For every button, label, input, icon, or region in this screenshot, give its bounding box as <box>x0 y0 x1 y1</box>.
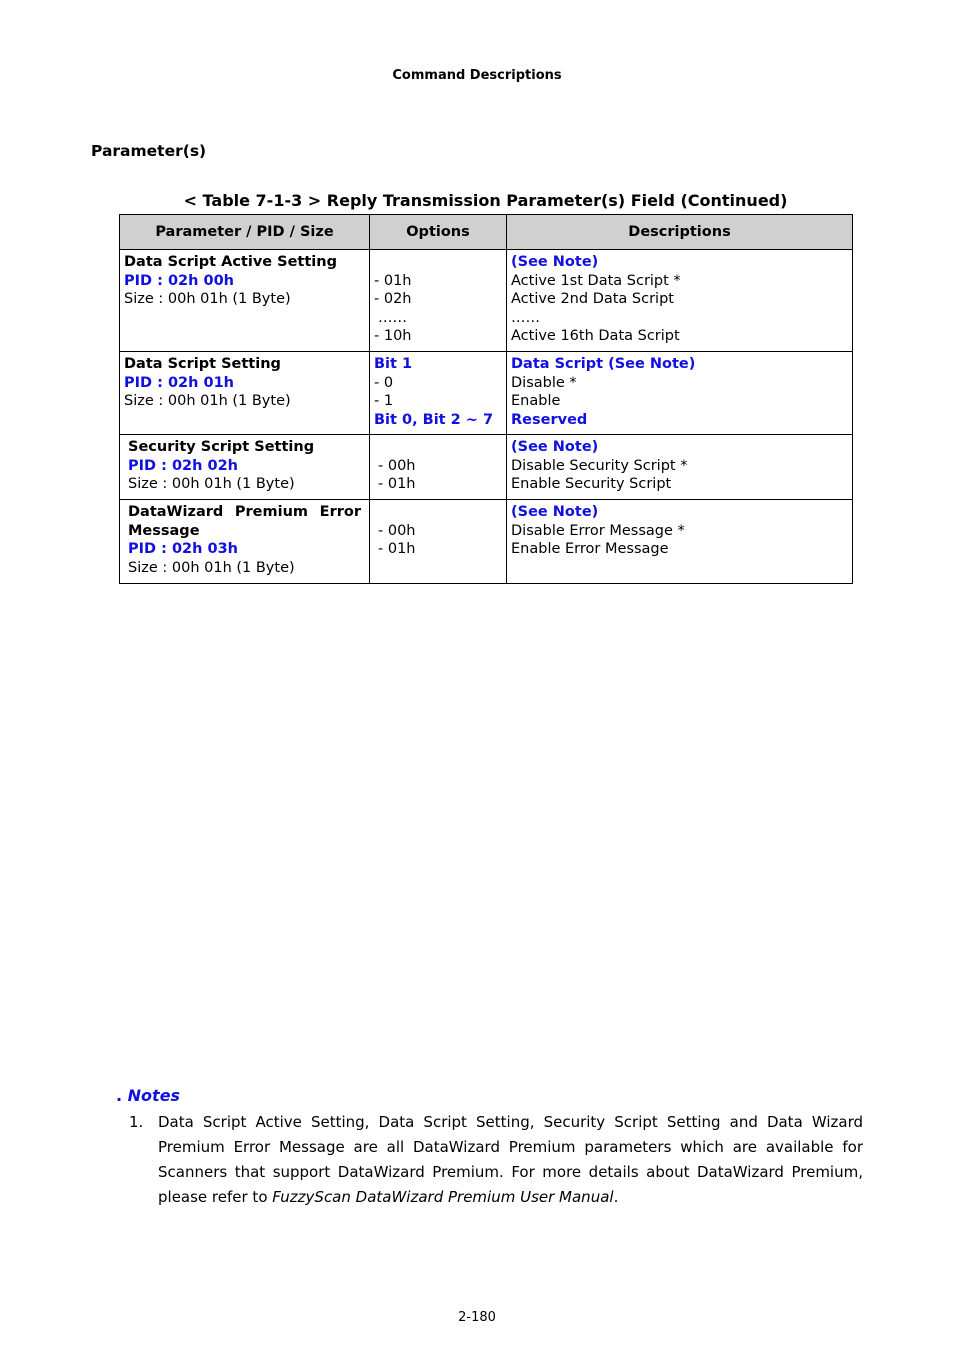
see-note-label: (See Note) <box>511 254 599 270</box>
option-line: - 00h <box>378 522 416 539</box>
table-row <box>120 500 853 584</box>
option-line: - 01h <box>378 541 416 557</box>
option-line <box>378 438 502 457</box>
parameter-pid: PID : 02h 03h <box>128 541 239 557</box>
parameter-pid: PID : 02h 02h <box>128 457 239 474</box>
descriptions-cell <box>507 250 853 352</box>
option-line: - 1 <box>374 393 394 409</box>
option-line <box>374 253 502 272</box>
description-line: …… <box>511 309 540 326</box>
see-note-label: (See Note) <box>511 504 599 520</box>
section-title: Parameter(s) <box>91 142 207 160</box>
parameter-cell <box>120 250 370 352</box>
parameter-table <box>119 214 853 584</box>
description-line: Active 2nd Data Script <box>511 291 674 307</box>
options-cell <box>370 500 507 584</box>
manual-reference: FuzzyScan DataWizard Premium User Manual <box>272 1188 614 1206</box>
reserved-label: Reserved <box>511 411 588 428</box>
table-row <box>120 250 853 352</box>
option-line: - 01h <box>374 272 412 289</box>
option-line: - 01h <box>378 476 416 492</box>
column-header-descriptions: Descriptions <box>507 215 853 250</box>
parameter-size: Size : 00h 01h (1 Byte) <box>128 476 295 492</box>
description-line: Disable Security Script * <box>511 457 688 474</box>
parameter-cell <box>120 352 370 435</box>
parameter-name: Security Script Setting <box>128 439 315 455</box>
parameter-name: DataWizard Premium Error <box>128 504 361 520</box>
parameter-size: Size : 00h 01h (1 Byte) <box>124 291 291 307</box>
page-header: Command Descriptions <box>392 68 562 83</box>
options-cell <box>370 435 507 500</box>
parameter-name-continued: Message <box>128 522 200 539</box>
description-line: Active 16th Data Script <box>511 328 680 344</box>
option-bit-label: Bit 1 <box>374 356 413 372</box>
note-text <box>158 1110 863 1210</box>
description-line: Enable Security Script <box>511 476 672 492</box>
see-note-label: Data Script (See Note) <box>511 356 696 372</box>
parameter-name: Data Script Active Setting <box>124 254 337 270</box>
column-header-options: Options <box>370 215 507 250</box>
option-line <box>378 503 502 522</box>
option-line: …… <box>378 309 407 326</box>
description-line: Active 1st Data Script * <box>511 272 681 289</box>
descriptions-cell <box>507 500 853 584</box>
parameter-pid: PID : 02h 00h <box>124 272 235 289</box>
option-line: - 00h <box>378 457 416 474</box>
note-number: 1. <box>129 1113 144 1131</box>
notes-title: Notes <box>127 1086 181 1105</box>
description-line: Enable Error Message <box>511 541 669 557</box>
parameter-size: Size : 00h 01h (1 Byte) <box>128 559 295 576</box>
descriptions-cell <box>507 352 853 435</box>
options-cell <box>370 250 507 352</box>
parameter-cell <box>120 500 370 584</box>
option-line: - 0 <box>374 374 394 391</box>
table-caption: < Table 7-1-3 > Reply Transmission Parameter(s) Field (Continued) <box>183 191 788 210</box>
column-header-parameter: Parameter / PID / Size <box>120 215 370 250</box>
table-row <box>120 352 853 435</box>
note-end: . <box>613 1188 619 1206</box>
parameter-name: Data Script Setting <box>124 356 281 372</box>
descriptions-cell <box>507 435 853 500</box>
table-row <box>120 435 853 500</box>
parameter-size: Size : 00h 01h (1 Byte) <box>124 393 291 409</box>
description-line: Disable Error Message * <box>511 522 685 539</box>
table-header-row <box>120 215 853 250</box>
option-bit-label: Bit 0, Bit 2 ~ 7 <box>374 411 494 428</box>
notes-bullet: . <box>116 1086 123 1105</box>
notes-heading <box>116 1086 180 1105</box>
option-line: - 02h <box>374 291 412 307</box>
note-body: Data Script Active Setting, Data Script Setting, Security Script Setting and Data Wizard Premium Error Message are all DataWizard Premium parameters which are available for Scanners that support DataWizard Premium. For more details about DataWizard Premium, please refer to <box>158 1113 863 1206</box>
description-line: Disable * <box>511 374 577 391</box>
page-number: 2-180 <box>458 1310 496 1325</box>
see-note-label: (See Note) <box>511 439 599 455</box>
options-cell <box>370 352 507 435</box>
notes-list <box>129 1110 863 1210</box>
description-line: Enable <box>511 393 561 409</box>
parameter-cell <box>120 435 370 500</box>
parameter-pid: PID : 02h 01h <box>124 374 235 391</box>
option-line: - 10h <box>374 328 412 344</box>
list-item <box>129 1110 863 1210</box>
